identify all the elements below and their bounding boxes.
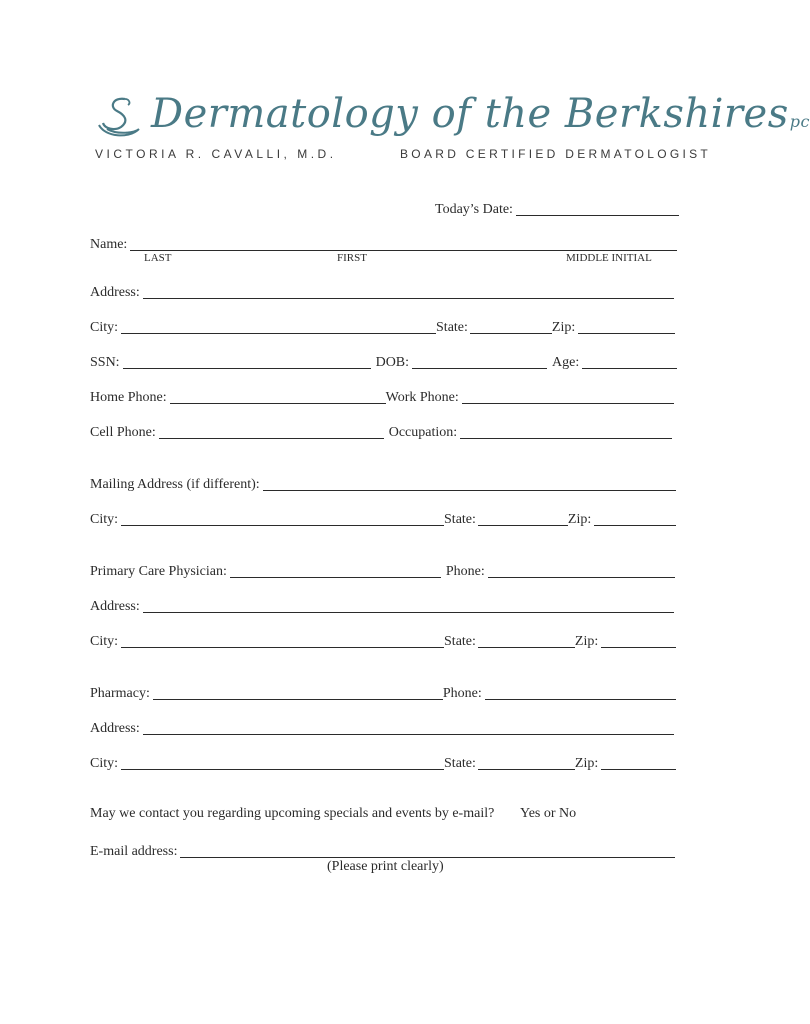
pcp-phone-field[interactable]: [488, 563, 675, 578]
pcp-city-field[interactable]: [121, 633, 444, 648]
pharmacy-state-field[interactable]: [478, 755, 575, 770]
home-phone-row: [90, 386, 674, 406]
pharmacy-phone-label: Phone:: [442, 686, 482, 701]
certification-text: BOARD CERTIFIED DERMATOLOGIST: [400, 147, 712, 161]
pharmacy-label: Pharmacy:: [90, 686, 150, 701]
pcp-state-label: State:: [444, 634, 476, 649]
primary-care-label: Primary Care Physician:: [90, 564, 227, 579]
name-first-caption: FIRST: [337, 252, 367, 264]
primary-care-row: [90, 560, 675, 580]
ssn-field[interactable]: [123, 354, 371, 369]
letterhead-logo: [95, 91, 810, 170]
work-phone-field[interactable]: [462, 389, 674, 404]
swan-icon: [95, 95, 147, 143]
pharmacy-zip-field[interactable]: [601, 755, 676, 770]
state-label: State:: [436, 320, 468, 335]
pcp-phone-label: Phone:: [445, 564, 485, 579]
mailing-city-label: City:: [90, 512, 119, 527]
pharmacy-address-field[interactable]: [143, 720, 674, 735]
dob-field[interactable]: [412, 354, 547, 369]
practice-suffix: pc: [789, 112, 810, 131]
pharmacy-state-label: State:: [444, 756, 476, 771]
email-yes-or-no[interactable]: Yes or No: [520, 806, 577, 821]
mailing-zip-field[interactable]: [594, 511, 676, 526]
mailing-city-row: [90, 508, 676, 528]
todays-date-row: [435, 198, 679, 218]
email-contact-question: May we contact you regarding upcoming specials and events by e-mail?: [90, 806, 495, 821]
mailing-address-row: [90, 473, 676, 493]
pcp-city-label: City:: [90, 634, 119, 649]
pharmacy-city-field[interactable]: [121, 755, 444, 770]
ssn-label: SSN:: [90, 355, 120, 370]
pcp-zip-label: Zip:: [574, 634, 599, 649]
email-address-field[interactable]: [180, 843, 675, 858]
pharmacy-address-row: [90, 717, 674, 737]
name-last-caption: LAST: [144, 252, 172, 264]
pharmacy-address-label: Address:: [90, 721, 140, 736]
home-phone-label: Home Phone:: [90, 390, 167, 405]
pcp-address-field[interactable]: [143, 598, 674, 613]
name-middle-caption: MIDDLE INITIAL: [566, 252, 652, 264]
cell-phone-row: [90, 421, 672, 441]
mailing-address-field[interactable]: [263, 476, 676, 491]
doctor-name: VICTORIA R. CAVALLI, M.D.: [95, 147, 337, 161]
pharmacy-phone-field[interactable]: [485, 685, 676, 700]
mailing-zip-label: Zip:: [567, 512, 592, 527]
city-row: [90, 316, 675, 336]
zip-label: Zip:: [551, 320, 576, 335]
mailing-address-label: Mailing Address (if different):: [90, 477, 260, 492]
name-row: [90, 233, 677, 253]
name-label: Name:: [90, 237, 128, 252]
name-field[interactable]: [130, 236, 677, 251]
age-field[interactable]: [582, 354, 677, 369]
pcp-state-field[interactable]: [478, 633, 575, 648]
dob-label: DOB:: [375, 355, 410, 370]
pcp-address-label: Address:: [90, 599, 140, 614]
home-phone-field[interactable]: [170, 389, 386, 404]
cell-phone-label: Cell Phone:: [90, 425, 156, 440]
address-row: [90, 281, 674, 301]
pharmacy-field[interactable]: [153, 685, 443, 700]
zip-field[interactable]: [578, 319, 675, 334]
occupation-label: Occupation:: [388, 425, 458, 440]
address-field[interactable]: [143, 284, 674, 299]
occupation-field[interactable]: [460, 424, 672, 439]
city-field[interactable]: [121, 319, 436, 334]
state-field[interactable]: [470, 319, 552, 334]
practice-name: Dermatology of the Berkshirespc: [151, 91, 810, 137]
print-clearly-note: (Please print clearly): [327, 859, 444, 874]
address-label: Address:: [90, 285, 140, 300]
todays-date-label: Today’s Date:: [435, 202, 513, 217]
age-label: Age:: [552, 355, 580, 370]
pharmacy-city-label: City:: [90, 756, 119, 771]
work-phone-label: Work Phone:: [385, 390, 459, 405]
pharmacy-row: [90, 682, 676, 702]
todays-date-field[interactable]: [516, 201, 679, 216]
cell-phone-field[interactable]: [159, 424, 384, 439]
ssn-row: [90, 351, 677, 371]
pharmacy-zip-label: Zip:: [574, 756, 599, 771]
email-address-label: E-mail address:: [90, 844, 178, 859]
mailing-state-label: State:: [444, 512, 476, 527]
mailing-state-field[interactable]: [478, 511, 568, 526]
primary-care-field[interactable]: [230, 563, 441, 578]
mailing-city-field[interactable]: [121, 511, 444, 526]
email-address-row: [90, 840, 675, 860]
city-label: City:: [90, 320, 119, 335]
pcp-zip-field[interactable]: [601, 633, 676, 648]
pcp-address-row: [90, 595, 674, 615]
pharmacy-city-row: [90, 752, 676, 772]
pcp-city-row: [90, 630, 676, 650]
